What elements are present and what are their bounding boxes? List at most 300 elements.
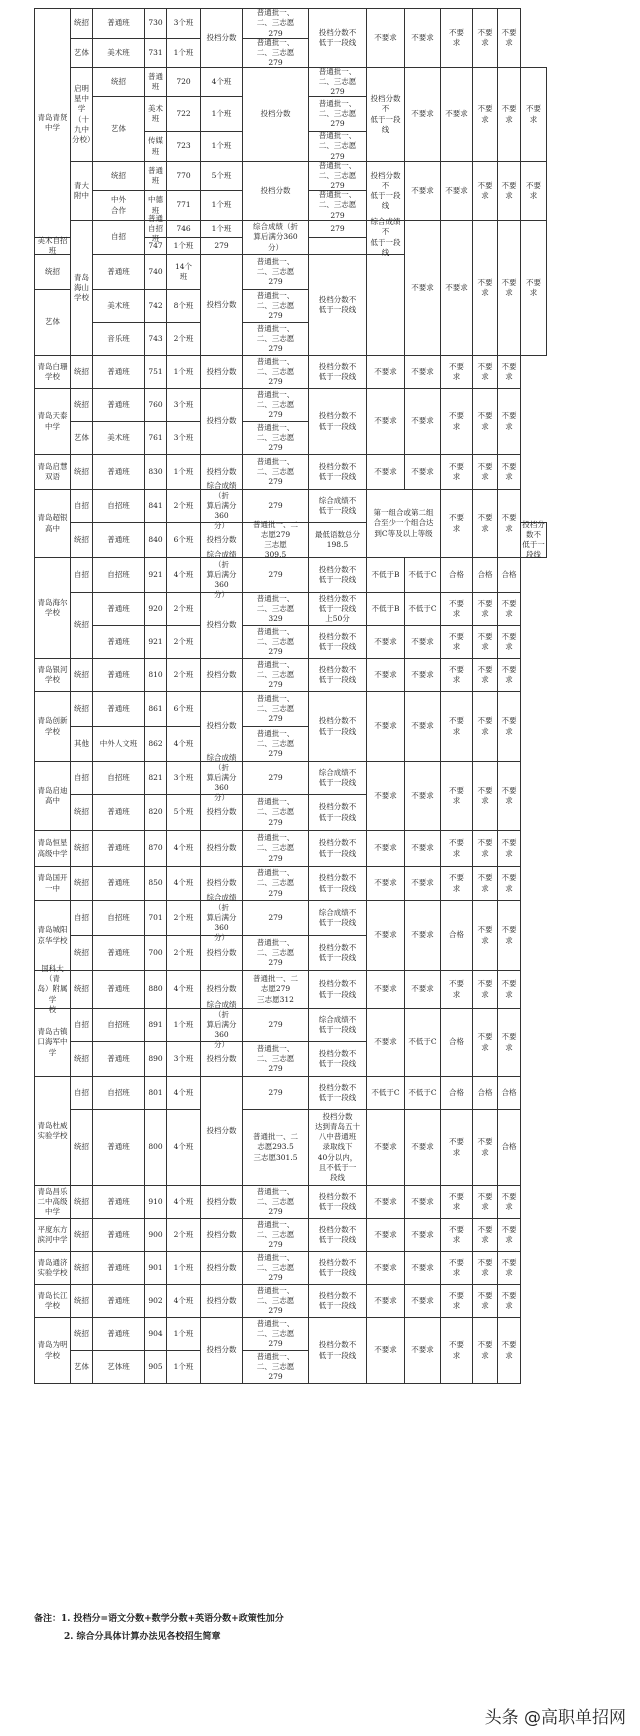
table-cell: 不要 求 bbox=[497, 761, 521, 831]
table-cell: 不要 求 bbox=[497, 1185, 521, 1219]
table-cell: 音乐班 bbox=[92, 322, 145, 356]
table-cell: 艺体 bbox=[70, 38, 93, 68]
table-cell: 普通批一、 二、三志愿 279 bbox=[308, 96, 367, 132]
table-cell: 统招 bbox=[70, 935, 93, 971]
table-cell: 普通批一、二 志愿279 三志愿 309.5 bbox=[242, 522, 309, 558]
table-cell: 投档分数 bbox=[200, 592, 243, 659]
table-cell: 1个班 bbox=[166, 237, 201, 255]
table-cell: 720 bbox=[166, 67, 201, 97]
table-cell: 不要 求 bbox=[440, 1218, 473, 1252]
school-name-cell: 青岛创新 学校 bbox=[34, 691, 71, 762]
table-cell: 综合成绩（折 算后满分360 分） bbox=[242, 220, 309, 255]
table-cell: 801 bbox=[144, 1076, 167, 1110]
table-cell: 747 bbox=[144, 237, 167, 255]
school-name-cell: 美术自招班 bbox=[34, 237, 71, 255]
table-cell: 普通班 bbox=[92, 592, 145, 626]
table-cell: 不要 求 bbox=[472, 1008, 498, 1077]
table-cell: 不要求 bbox=[366, 625, 405, 659]
table-cell: 4个班 bbox=[166, 970, 201, 1009]
table-cell: 不要 求 bbox=[520, 161, 547, 221]
table-cell: 统招 bbox=[70, 522, 93, 558]
table-cell: 不要求 bbox=[404, 761, 441, 831]
table-cell: 综合成绩不 低于一段线 bbox=[308, 1008, 367, 1042]
table-cell: 普通批一、 二、三志愿 279 bbox=[242, 421, 309, 455]
table-cell: 2个班 bbox=[166, 625, 201, 659]
table-cell: 743 bbox=[144, 322, 167, 356]
table-cell: 普通班 bbox=[92, 794, 145, 831]
school-name-cell: 青岛长江 学校 bbox=[34, 1284, 71, 1318]
table-cell: 投档分数不 低于一段线 bbox=[308, 830, 367, 867]
table-cell: 不要 求 bbox=[497, 625, 521, 659]
table-cell: 综合成绩不 低于一段线 bbox=[308, 761, 367, 795]
table-cell: 不要 求 bbox=[497, 970, 521, 1009]
table-cell: 不要求 bbox=[366, 1284, 405, 1318]
table-cell: 不要 求 bbox=[440, 8, 473, 68]
table-cell: 投档分数不 低于一段线 上50分 bbox=[308, 592, 367, 626]
table-cell: 不要求 bbox=[404, 161, 441, 221]
table-cell: 不要 求 bbox=[440, 388, 473, 455]
table-cell: 3个班 bbox=[166, 761, 201, 795]
school-name-cell: 青岛国开 一中 bbox=[34, 866, 71, 901]
table-cell: 不要 求 bbox=[440, 625, 473, 659]
table-cell: 14个 班 bbox=[166, 254, 201, 290]
table-cell: 不要 求 bbox=[440, 761, 473, 831]
table-cell: 751 bbox=[144, 355, 167, 389]
table-cell: 投档分数 bbox=[200, 1218, 243, 1252]
table-cell: 771 bbox=[166, 190, 201, 221]
table-cell: 不要 求 bbox=[497, 220, 521, 356]
table-cell: 合格 bbox=[440, 1076, 473, 1110]
table-cell: 不要 求 bbox=[497, 388, 521, 455]
table-cell: 统招 bbox=[92, 161, 145, 191]
table-cell: 870 bbox=[144, 830, 167, 867]
table-cell: 不要求 bbox=[366, 1218, 405, 1252]
table-cell: 普通批一、 二、三志愿 279 bbox=[242, 830, 309, 867]
table-cell: 普通班 bbox=[92, 830, 145, 867]
table-cell: 普通班 bbox=[92, 658, 145, 692]
table-cell: 自招班 bbox=[92, 489, 145, 523]
school-name-cell: 青岛恒星 高级中学 bbox=[34, 830, 71, 867]
table-cell: 3个班 bbox=[166, 8, 201, 39]
table-cell: 3个班 bbox=[166, 1041, 201, 1077]
table-cell: 统招 bbox=[70, 1317, 93, 1351]
table-cell: 821 bbox=[144, 761, 167, 795]
table-cell: 900 bbox=[144, 1218, 167, 1252]
table-cell: 730 bbox=[144, 8, 167, 39]
table-cell: 投档分数 bbox=[200, 658, 243, 692]
table-cell: 不要 求 bbox=[440, 355, 473, 389]
table-cell: 统招 bbox=[70, 454, 93, 490]
table-cell: 不要求 bbox=[366, 8, 405, 68]
table-cell: 投档分数不 低于一段线 bbox=[308, 970, 367, 1009]
school-name-cell: 青岛白珊 学校 bbox=[34, 355, 71, 389]
table-cell: 投档分数 bbox=[200, 1317, 243, 1384]
table-cell: 普通批一、 二、三志愿 279 bbox=[242, 454, 309, 490]
table-cell: 不要求 bbox=[366, 388, 405, 455]
table-cell: 不要求 bbox=[404, 658, 441, 692]
table-cell: 投档分数 bbox=[200, 454, 243, 490]
table-cell: 不要 求 bbox=[472, 592, 498, 626]
table-cell: 不低于C bbox=[404, 557, 441, 593]
table-cell: 不要 求 bbox=[440, 489, 473, 558]
table-cell: 传媒班 bbox=[144, 131, 167, 162]
table-cell: 青岛海山 学校 bbox=[70, 220, 93, 356]
table-cell: 2个班 bbox=[166, 322, 201, 356]
table-cell: 启明星中 学（十九中 分校） bbox=[70, 67, 93, 162]
table-cell: 不要求 bbox=[404, 220, 441, 356]
table-cell: 279 bbox=[242, 489, 309, 523]
table-cell: 统招 bbox=[70, 1185, 93, 1219]
table-cell: 不要 求 bbox=[440, 454, 473, 490]
table-cell: 不要 求 bbox=[440, 970, 473, 1009]
table-cell: 投档分数 bbox=[200, 935, 243, 971]
table-cell: 普通班 bbox=[92, 1041, 145, 1077]
table-cell: 279 bbox=[242, 1076, 309, 1110]
table-cell: 综合成绩（折 算后满分360 分） bbox=[200, 900, 243, 936]
table-cell: 不要求 bbox=[366, 1251, 405, 1285]
table-cell: 不要 求 bbox=[497, 592, 521, 626]
table-cell: 投档分数 bbox=[242, 161, 309, 221]
school-name-cell: 青岛启慧 双语 bbox=[34, 454, 71, 490]
table-cell: 投档分数 bbox=[200, 355, 243, 389]
table-cell: 艺体 bbox=[92, 96, 145, 162]
table-cell: 不要 求 bbox=[440, 1109, 473, 1186]
table-cell: 279 bbox=[308, 220, 367, 238]
table-cell: 自招班 bbox=[92, 557, 145, 593]
table-cell: 普通批一、 二、三志愿 279 bbox=[242, 726, 309, 762]
table-cell: 综合成绩（折 算后满分360 分） bbox=[200, 1008, 243, 1042]
table-cell: 普通班 bbox=[92, 1109, 145, 1186]
table-cell: 投档分数不 低于一段线 bbox=[308, 557, 367, 593]
table-cell: 普通批一、 二、三志愿 279 bbox=[242, 935, 309, 971]
table-cell: 不要求 bbox=[366, 830, 405, 867]
school-name-cell: 青岛天泰 中学 bbox=[34, 388, 71, 455]
table-cell: 统招 bbox=[70, 1109, 93, 1186]
table-cell: 905 bbox=[144, 1350, 167, 1384]
note-line-1: 备注：1. 投档分=语文分数+数学分数+英语分数+政策性加分 bbox=[34, 1614, 284, 1624]
table-cell: 不要 求 bbox=[472, 830, 498, 867]
table-cell: 不要求 bbox=[366, 1185, 405, 1219]
table-cell: 统招 bbox=[70, 1251, 93, 1285]
table-cell: 4个班 bbox=[166, 830, 201, 867]
table-cell: 不要 求 bbox=[497, 1218, 521, 1252]
table-cell: 普通班 bbox=[92, 625, 145, 659]
table-cell: 投档分数 bbox=[200, 866, 243, 901]
table-cell: 投档分数不 低于一段线 bbox=[308, 794, 367, 831]
table-cell: 4个班 bbox=[166, 1109, 201, 1186]
table-cell: 723 bbox=[166, 131, 201, 162]
table-cell: 4个班 bbox=[166, 557, 201, 593]
table-cell: 不要 求 bbox=[440, 1251, 473, 1285]
table-cell: 不要 求 bbox=[497, 866, 521, 901]
table-cell: 普通批一、 二、三志愿 279 bbox=[242, 355, 309, 389]
table-cell: 普通批一、 二、三志愿 279 bbox=[242, 254, 309, 290]
table-cell: 普通批一、 二、三志愿 279 bbox=[242, 1350, 309, 1384]
table-cell: 不要 求 bbox=[497, 454, 521, 490]
table-cell: 投档分数不 低于一段线 bbox=[308, 1284, 367, 1318]
table-cell: 不要 求 bbox=[472, 1317, 498, 1384]
table-cell: 1个班 bbox=[166, 38, 201, 68]
table-cell: 普通班 bbox=[92, 1185, 145, 1219]
table-cell: 普通班 bbox=[92, 1284, 145, 1318]
school-name-cell: 青岛青贤 中学 bbox=[34, 8, 71, 238]
table-cell: 不要 求 bbox=[497, 489, 521, 558]
table-cell: 不要求 bbox=[366, 355, 405, 389]
table-cell: 投档分数不 低于一段线 bbox=[308, 1218, 367, 1252]
table-cell: 投档分数不 低于一段线 bbox=[308, 8, 367, 68]
table-cell: 不要 求 bbox=[497, 1251, 521, 1285]
table-cell: 2个班 bbox=[166, 900, 201, 936]
table-cell: 910 bbox=[144, 1185, 167, 1219]
table-cell: 普通批一、 二、三志愿 279 bbox=[242, 1317, 309, 1351]
table-cell: 美术班 bbox=[92, 289, 145, 323]
table-cell: 普通班 bbox=[92, 691, 145, 727]
table-cell: 自招 bbox=[70, 1076, 93, 1110]
table-cell: 统招 bbox=[70, 1284, 93, 1318]
school-name-cell: 青岛为明 学校 bbox=[34, 1317, 71, 1384]
table-cell: 普通批一、 二、三志愿 279 bbox=[242, 625, 309, 659]
table-cell: 统招 bbox=[70, 658, 93, 692]
table-cell: 279 bbox=[242, 557, 309, 593]
table-cell: 投档分数 bbox=[200, 794, 243, 831]
table-cell: 中外 合作 bbox=[92, 190, 145, 221]
school-name-cell: 青岛通济 实验学校 bbox=[34, 1251, 71, 1285]
table-cell: 投档分数 bbox=[242, 67, 309, 162]
table-cell: 普通批一、 二、三志愿 279 bbox=[308, 190, 367, 221]
table-cell: 不要求 bbox=[440, 161, 473, 221]
table-cell: 不要 求 bbox=[440, 1284, 473, 1318]
table-cell: 不要 求 bbox=[472, 67, 498, 162]
table-cell: 自招 bbox=[70, 761, 93, 795]
table-cell: 4个班 bbox=[166, 1076, 201, 1110]
table-cell: 不要 求 bbox=[497, 67, 521, 162]
table-cell: 不要 求 bbox=[440, 1317, 473, 1384]
table-cell: 普通班 bbox=[92, 1251, 145, 1285]
table-cell: 不要求 bbox=[366, 1008, 405, 1077]
table-cell: 投档分数不 低于一段线 bbox=[308, 388, 367, 455]
table-cell: 投档分数不 低于一段线 bbox=[520, 522, 547, 558]
table-cell: 投档分数不 低于一段线 bbox=[308, 1251, 367, 1285]
table-cell: 不要 求 bbox=[472, 625, 498, 659]
table-cell: 统招 bbox=[70, 830, 93, 867]
table-cell: 1个班 bbox=[166, 1317, 201, 1351]
table-cell: 830 bbox=[144, 454, 167, 490]
table-cell: 统招 bbox=[70, 691, 93, 727]
table-cell: 合格 bbox=[497, 1109, 521, 1186]
table-cell: 合格 bbox=[440, 1008, 473, 1077]
table-cell: 普通批一、 二、三志愿 279 bbox=[242, 388, 309, 422]
table-cell: 投档分数不 低于一段线 bbox=[366, 161, 405, 221]
school-name-cell: 青岛城阳 京华学校 bbox=[34, 900, 71, 971]
table-cell: 综合成绩（折 算后满分360 分） bbox=[200, 557, 243, 593]
table-cell: 艺体班 bbox=[92, 1350, 145, 1384]
table-cell: 3个班 bbox=[166, 421, 201, 455]
table-cell: 不要 求 bbox=[472, 1284, 498, 1318]
table-cell: 不要 求 bbox=[440, 691, 473, 762]
table-cell: 不要求 bbox=[404, 355, 441, 389]
table-cell: 普通批一、 二、三志愿 279 bbox=[308, 67, 367, 97]
table-cell: 普通自招班 bbox=[144, 220, 167, 238]
table-cell: 不低于C bbox=[404, 592, 441, 626]
table-cell: 不要求 bbox=[404, 1251, 441, 1285]
table-cell: 普通班 bbox=[92, 388, 145, 422]
table-cell: 5个班 bbox=[200, 161, 243, 191]
table-cell: 合格 bbox=[497, 557, 521, 593]
table-cell: 不要求 bbox=[404, 900, 441, 971]
table-cell: 3个班 bbox=[166, 388, 201, 422]
table-cell: 艺体 bbox=[70, 1350, 93, 1384]
table-cell: 自招班 bbox=[92, 1008, 145, 1042]
table-cell: 自招班 bbox=[92, 761, 145, 795]
table-cell: 自招 bbox=[70, 557, 93, 593]
table-cell: 自招 bbox=[70, 489, 93, 523]
table-cell: 不要求 bbox=[404, 625, 441, 659]
table-cell: 不要 求 bbox=[472, 489, 498, 558]
table-cell: 722 bbox=[166, 96, 201, 132]
table-cell: 不要求 bbox=[404, 866, 441, 901]
table-cell: 投档分数 bbox=[200, 1076, 243, 1186]
table-cell: 不要 求 bbox=[472, 900, 498, 971]
table-cell: 不要求 bbox=[366, 1317, 405, 1384]
table-cell: 4个班 bbox=[200, 67, 243, 97]
table-cell: 不要 求 bbox=[472, 691, 498, 762]
table-cell: 投档分数 bbox=[200, 1284, 243, 1318]
table-cell: 902 bbox=[144, 1284, 167, 1318]
school-name-cell: 艺体 bbox=[34, 289, 71, 356]
table-cell: 投档分数 bbox=[200, 970, 243, 1009]
table-cell: 投档分数不 低于一段线 bbox=[308, 1185, 367, 1219]
table-cell: 不要 求 bbox=[497, 355, 521, 389]
table-cell: 890 bbox=[144, 1041, 167, 1077]
school-name-cell: 青岛古镇 口海军中 学 bbox=[34, 1008, 71, 1077]
table-cell: 不要求 bbox=[404, 1185, 441, 1219]
table-cell: 1个班 bbox=[200, 96, 243, 132]
table-cell: 普通批一、 二、三志愿 279 bbox=[242, 1041, 309, 1077]
table-cell: 810 bbox=[144, 658, 167, 692]
table-cell: 普通班 bbox=[92, 1218, 145, 1252]
table-cell: 不要 求 bbox=[472, 8, 498, 68]
table-cell: 美术班 bbox=[92, 38, 145, 68]
table-cell: 800 bbox=[144, 1109, 167, 1186]
table-cell: 不要求 bbox=[404, 970, 441, 1009]
table-cell: 普通批一、 二、三志愿 279 bbox=[242, 691, 309, 727]
table-cell: 普通批一、 二、三志愿 279 bbox=[242, 289, 309, 323]
table-cell: 综合成绩（折 算后满分360 分） bbox=[200, 489, 243, 523]
table-cell: 中外人文班 bbox=[92, 726, 145, 762]
school-name-cell: 平度东方 滨河中学 bbox=[34, 1218, 71, 1252]
table-cell: 不要求 bbox=[366, 866, 405, 901]
table-cell: 投档分数不 低于一段线 bbox=[308, 625, 367, 659]
table-cell: 不要 求 bbox=[472, 866, 498, 901]
school-name-cell: 青岛海尔 学校 bbox=[34, 557, 71, 659]
table-cell: 不要 求 bbox=[472, 658, 498, 692]
table-cell: 不要 求 bbox=[520, 220, 547, 356]
table-cell: 不低于C bbox=[366, 1076, 405, 1110]
table-cell: 不要求 bbox=[404, 1218, 441, 1252]
table-cell: 279 bbox=[242, 1008, 309, 1042]
table-cell: 不要求 bbox=[404, 691, 441, 762]
table-cell: 投档分数 bbox=[200, 1041, 243, 1077]
notes bbox=[34, 1610, 284, 1646]
table-cell: 投档分数不 低于一段线 bbox=[308, 691, 367, 762]
table-cell: 普通批一、 二、三志愿 279 bbox=[308, 131, 367, 162]
table-cell: 自招 bbox=[70, 900, 93, 936]
table-cell: 770 bbox=[166, 161, 201, 191]
table-cell: 自招 bbox=[70, 1008, 93, 1042]
table-cell: 不要 求 bbox=[497, 1317, 521, 1384]
table-cell: 4个班 bbox=[166, 866, 201, 901]
table-cell: 880 bbox=[144, 970, 167, 1009]
table-cell: 不要求 bbox=[404, 388, 441, 455]
table-cell: 不要 求 bbox=[472, 761, 498, 831]
table-cell: 不要 求 bbox=[520, 67, 547, 162]
table-cell: 普通批一、 二、三志愿 279 bbox=[242, 1185, 309, 1219]
table-cell: 不要 求 bbox=[472, 388, 498, 455]
table-cell: 普通批一、 二、三志愿 279 bbox=[242, 8, 309, 39]
table-cell: 不要求 bbox=[404, 8, 441, 68]
table-cell: 普通批一、 二、三志愿 329 bbox=[242, 592, 309, 626]
table-cell: 投档分数不 低于一段线 bbox=[308, 254, 367, 356]
table-cell: 2个班 bbox=[166, 489, 201, 523]
table-cell: 普通批一、 二、三志愿 279 bbox=[242, 866, 309, 901]
table-cell: 不要求 bbox=[366, 658, 405, 692]
table-cell: 不要 求 bbox=[497, 830, 521, 867]
table-cell: 普通批一、 二、三志愿 279 bbox=[242, 1284, 309, 1318]
table-cell: 850 bbox=[144, 866, 167, 901]
table-cell: 统招 bbox=[70, 388, 93, 422]
table-cell: 投档分数不 低于一段线 bbox=[308, 1041, 367, 1077]
table-cell: 普通批一、 二、三志愿 279 bbox=[242, 1218, 309, 1252]
school-name-cell: 国科大（青 岛）附属学 校 bbox=[34, 970, 71, 1009]
table-cell: 普通批一、 二、三志愿 279 bbox=[242, 1251, 309, 1285]
school-name-cell: 青岛启迪 高中 bbox=[34, 761, 71, 831]
table-cell: 投档分数 bbox=[200, 522, 243, 558]
table-cell: 不要求 bbox=[366, 761, 405, 831]
table-cell: 不要求 bbox=[440, 220, 473, 356]
table-cell: 投档分数不 低于一段线 bbox=[366, 67, 405, 162]
table-cell: 艺体 bbox=[70, 421, 93, 455]
table-cell: 不要求 bbox=[366, 970, 405, 1009]
table-cell: 综合成绩不 低于一段线 bbox=[308, 900, 367, 936]
table-cell: 不要求 bbox=[404, 1284, 441, 1318]
table-cell: 普通班 bbox=[92, 522, 145, 558]
table-cell: 921 bbox=[144, 625, 167, 659]
table-cell: 投档分数 bbox=[200, 1185, 243, 1219]
table-cell: 不要 求 bbox=[497, 1008, 521, 1077]
table-cell: 不低于B bbox=[366, 557, 405, 593]
table-cell: 不要 求 bbox=[472, 1218, 498, 1252]
table-cell: 279 bbox=[242, 761, 309, 795]
table-cell: 普通批一、 二、三志愿 279 bbox=[242, 658, 309, 692]
table-cell: 投档分数不 低于一段线 bbox=[308, 1076, 367, 1110]
table-cell: 701 bbox=[144, 900, 167, 936]
table-cell: 904 bbox=[144, 1317, 167, 1351]
table-cell: 投档分数不 低于一段线 bbox=[308, 355, 367, 389]
table-cell: 自招 bbox=[92, 220, 145, 255]
table-cell: 合格 bbox=[440, 557, 473, 593]
table-cell: 不要求 bbox=[404, 1109, 441, 1186]
table-cell: 不要求 bbox=[366, 691, 405, 762]
table-cell: 投档分数 bbox=[200, 8, 243, 68]
table-cell: 统招 bbox=[70, 355, 93, 389]
table-cell: 不要 求 bbox=[472, 161, 498, 221]
table-cell: 普通批一、二 志愿279 三志愿312 bbox=[242, 970, 309, 1009]
table-cell: 1个班 bbox=[166, 454, 201, 490]
table-cell: 统招 bbox=[70, 794, 93, 831]
table-cell: 820 bbox=[144, 794, 167, 831]
table-cell: 其他 bbox=[70, 726, 93, 762]
table-cell: 普通班 bbox=[92, 454, 145, 490]
